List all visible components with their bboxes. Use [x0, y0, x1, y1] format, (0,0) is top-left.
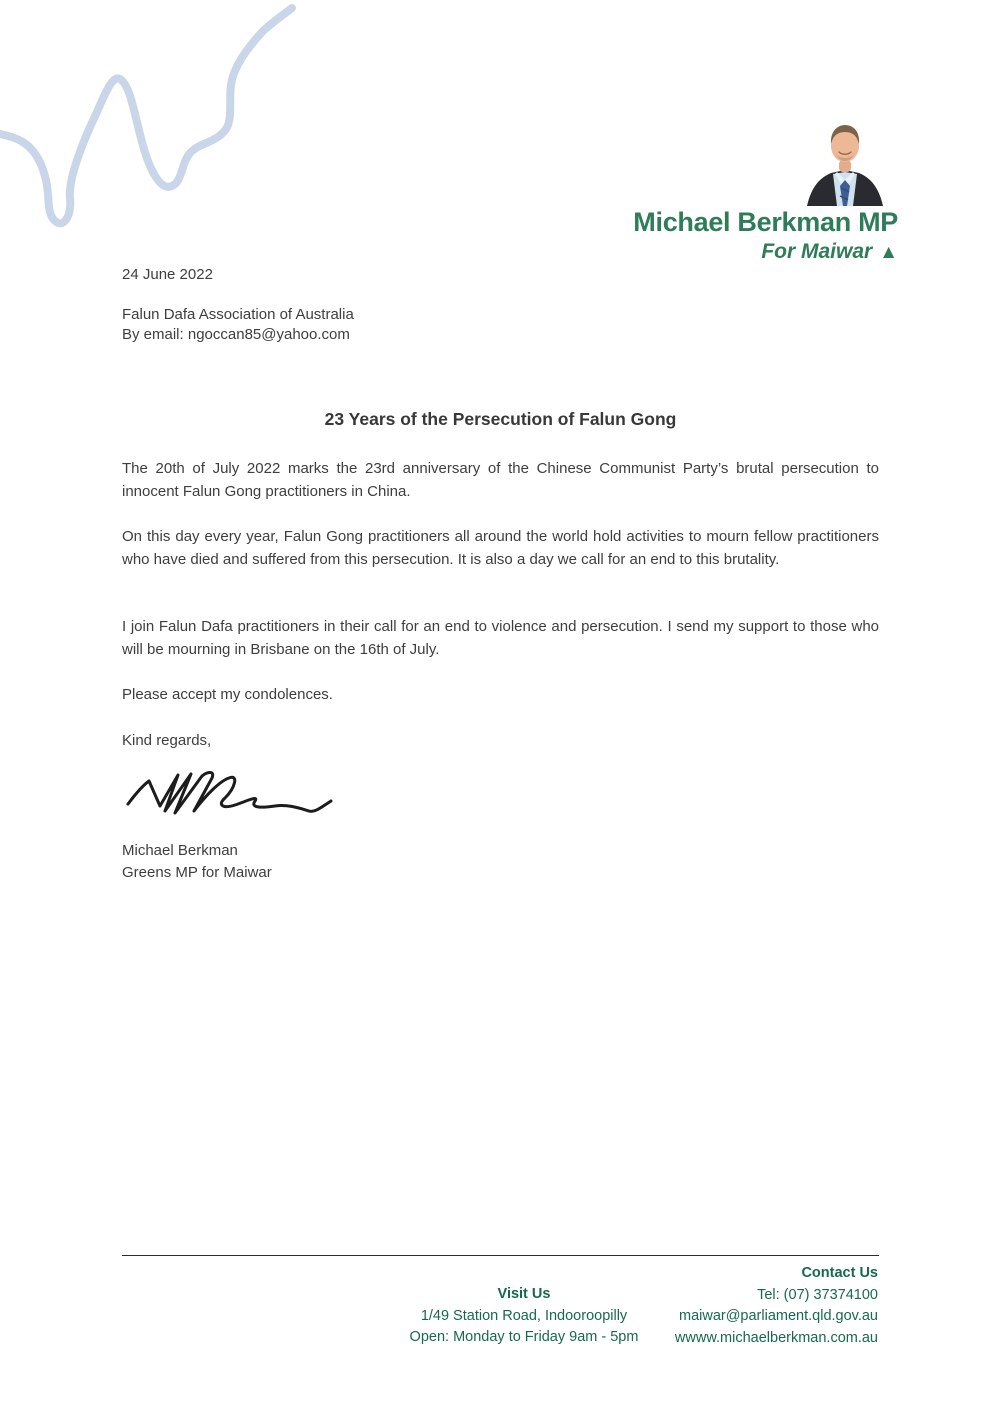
- contact-us-heading: Contact Us: [801, 1265, 878, 1281]
- recipient-block: [122, 305, 354, 345]
- decorative-squiggle-icon: [0, 0, 310, 235]
- paragraph-1: The 20th of July 2022 marks the 23rd anniversary of the Chinese Communist Party’s brutal persecution to innocent Falun Gong practitioners in China.: [122, 460, 879, 500]
- paragraph-3: I join Falun Dafa practitioners in their call for an end to violence and persecution. I send my support to those who will be mourning in Brisbane on the 16th of July.: [122, 618, 879, 658]
- tagline-text: For Maiwar: [761, 240, 873, 263]
- signature-image: [118, 764, 348, 824]
- signatory-title: Greens MP for Maiwar: [122, 864, 272, 881]
- closing-line: Kind regards,: [122, 732, 212, 749]
- portrait-photo: [805, 122, 885, 206]
- contact-web: wwww.michaelberkman.com.au: [674, 1329, 878, 1346]
- recipient-email: By email: ngoccan85@yahoo.com: [122, 326, 350, 343]
- subject-title: 23 Years of the Persecution of Falun Gong: [324, 409, 677, 429]
- signatory-name: Michael Berkman: [122, 842, 238, 859]
- letterhead-tagline: [633, 239, 898, 266]
- recipient-name: Falun Dafa Association of Australia: [122, 306, 354, 323]
- triangle-icon: ▲: [879, 242, 898, 263]
- paragraph-2: On this day every year, Falun Gong practitioners all around the world hold activities to mourn fellow practitioners who have died and suffered from this persecution. It is also a day we call for an end to this brutality.: [122, 528, 879, 568]
- footer-contact-block: [478, 1263, 878, 1349]
- paragraph-4: Please accept my condolences.: [122, 686, 333, 703]
- visit-hours: Open: Monday to Friday 9am - 5pm: [409, 1329, 639, 1345]
- visit-us-heading: Visit Us: [497, 1286, 551, 1302]
- letterhead-name: Michael Berkman MP: [633, 207, 898, 237]
- letter-date: 24 June 2022: [122, 266, 213, 283]
- letterhead: [633, 207, 898, 266]
- signatory-block: [122, 840, 272, 884]
- contact-tel: Tel: (07) 37374100: [757, 1286, 878, 1303]
- visit-address: 1/49 Station Road, Indooroopilly: [420, 1307, 628, 1324]
- footer-divider: [122, 1255, 879, 1256]
- contact-email: maiwar@parliament.qld.gov.au: [678, 1308, 878, 1324]
